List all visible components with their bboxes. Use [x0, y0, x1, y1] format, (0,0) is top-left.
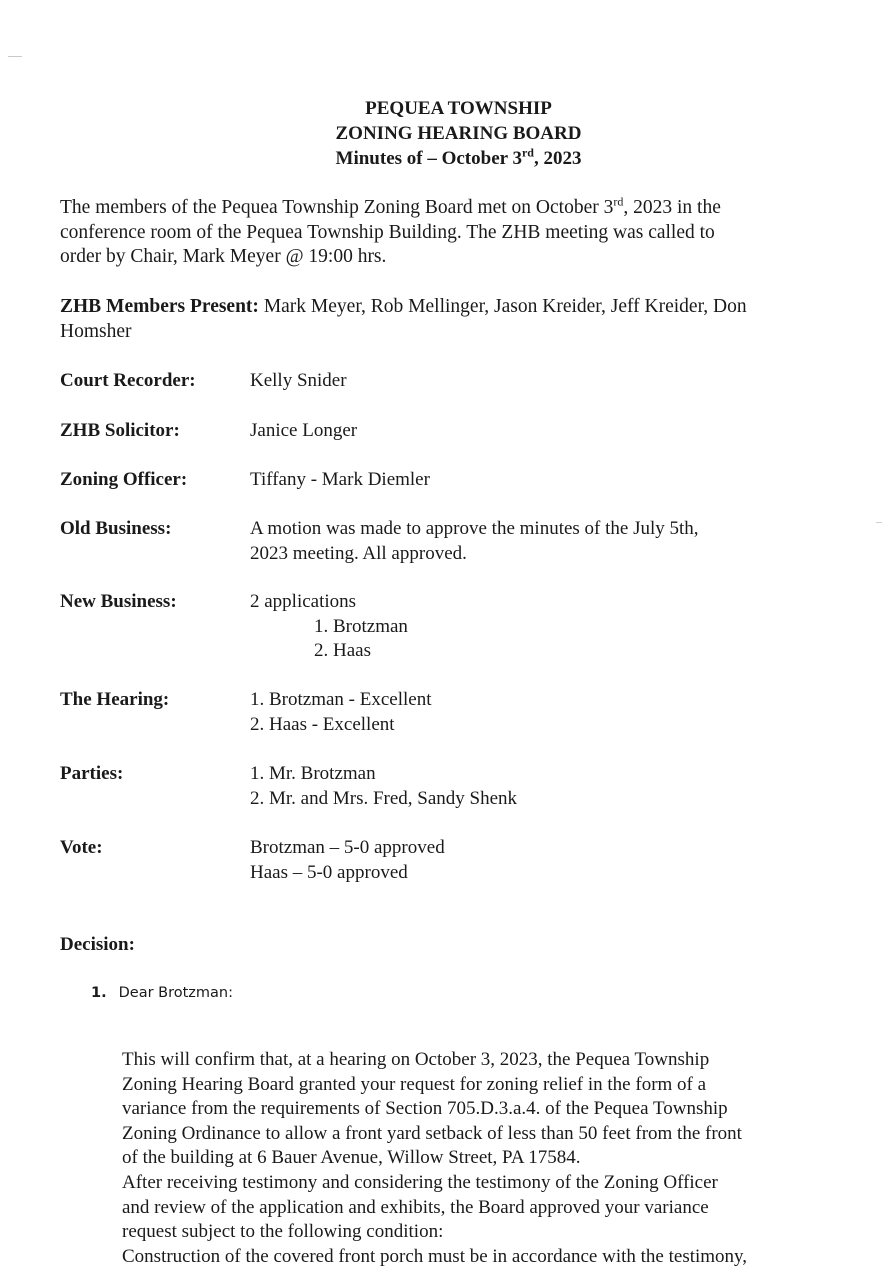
field-label: Court Recorder:	[60, 370, 196, 391]
letter-line: This will confirm that, at a hearing on October 3, 2023, the Pequea Township	[122, 1049, 710, 1070]
letter-line: Zoning Hearing Board granted your request for zoning relief in the form of a	[122, 1073, 707, 1095]
intro-paragraph	[60, 196, 830, 270]
field-value: 2 applications	[250, 591, 357, 612]
letter-body	[122, 1048, 842, 1269]
field-label: New Business:	[60, 591, 177, 612]
decision-item	[91, 985, 233, 1001]
list-item: 2. Haas - Excellent	[250, 713, 395, 735]
field-label: The Hearing:	[60, 689, 170, 710]
field-value: 2023 meeting. All approved.	[250, 542, 467, 564]
list-item: 1. Brotzman	[314, 615, 408, 637]
letter-line: and review of the application and exhibits, the Board approved your variance	[122, 1196, 709, 1218]
field-value: A motion was made to approve the minutes of the July 5th,	[250, 518, 699, 539]
vote-result: Brotzman – 5-0 approved	[250, 837, 445, 858]
board-title: ZONING HEARING BOARD	[335, 123, 582, 144]
letter-line: request subject to the following condition:	[122, 1221, 444, 1243]
list-item: 1. Brotzman - Excellent	[250, 689, 432, 710]
scan-artifact	[876, 522, 882, 523]
members-names: Mark Meyer, Rob Mellinger, Jason Kreider, Jeff Kreider, Don	[258, 296, 747, 317]
decision-heading: Decision:	[60, 934, 135, 955]
field-value: Janice Longer	[250, 420, 358, 441]
intro-line: order by Chair, Mark Meyer @ 19:00 hrs.	[60, 246, 387, 267]
document-header	[0, 96, 887, 171]
members-label: ZHB Members Present:	[60, 296, 259, 317]
members-names: Homsher	[60, 320, 132, 342]
scan-artifact	[8, 56, 22, 57]
field-label: Parties:	[60, 763, 124, 784]
intro-line: The members of the Pequea Township Zoning Board met on October 3rd, 2023 in the	[60, 194, 721, 218]
field-value: Kelly Snider	[250, 370, 347, 391]
field-label: ZHB Solicitor:	[60, 420, 180, 441]
list-item: 2. Haas	[314, 640, 371, 661]
township-title: PEQUEA TOWNSHIP	[365, 98, 552, 119]
letter-line: variance from the requirements of Section 705.D.3.a.4. of the Pequea Township	[122, 1098, 728, 1120]
decision-item-number: 1.	[91, 985, 107, 1001]
intro-line: conference room of the Pequea Township Building. The ZHB meeting was called to	[60, 221, 715, 243]
letter-salutation: Dear Brotzman:	[118, 985, 233, 1001]
list-item: 2. Mr. and Mrs. Fred, Sandy Shenk	[250, 787, 518, 809]
letter-line: Zoning Ordinance to allow a front yard setback of less than 50 feet from the front	[122, 1122, 742, 1144]
field-label: Vote:	[60, 837, 103, 858]
letter-line: Construction of the covered front porch must be in accordance with the testimony,	[122, 1245, 748, 1267]
letter-line: After receiving testimony and considering the testimony of the Zoning Officer	[122, 1171, 718, 1193]
list-item: 1. Mr. Brotzman	[250, 763, 376, 784]
field-label: Zoning Officer:	[60, 469, 188, 490]
field-label: Old Business:	[60, 518, 172, 539]
members-present	[60, 295, 840, 344]
field-value: Tiffany - Mark Diemler	[250, 469, 430, 490]
vote-result: Haas – 5-0 approved	[250, 861, 408, 883]
letter-line: of the building at 6 Bauer Avenue, Willow Street, PA 17584.	[122, 1147, 581, 1169]
minutes-date: Minutes of – October 3rd, 2023	[335, 145, 582, 169]
